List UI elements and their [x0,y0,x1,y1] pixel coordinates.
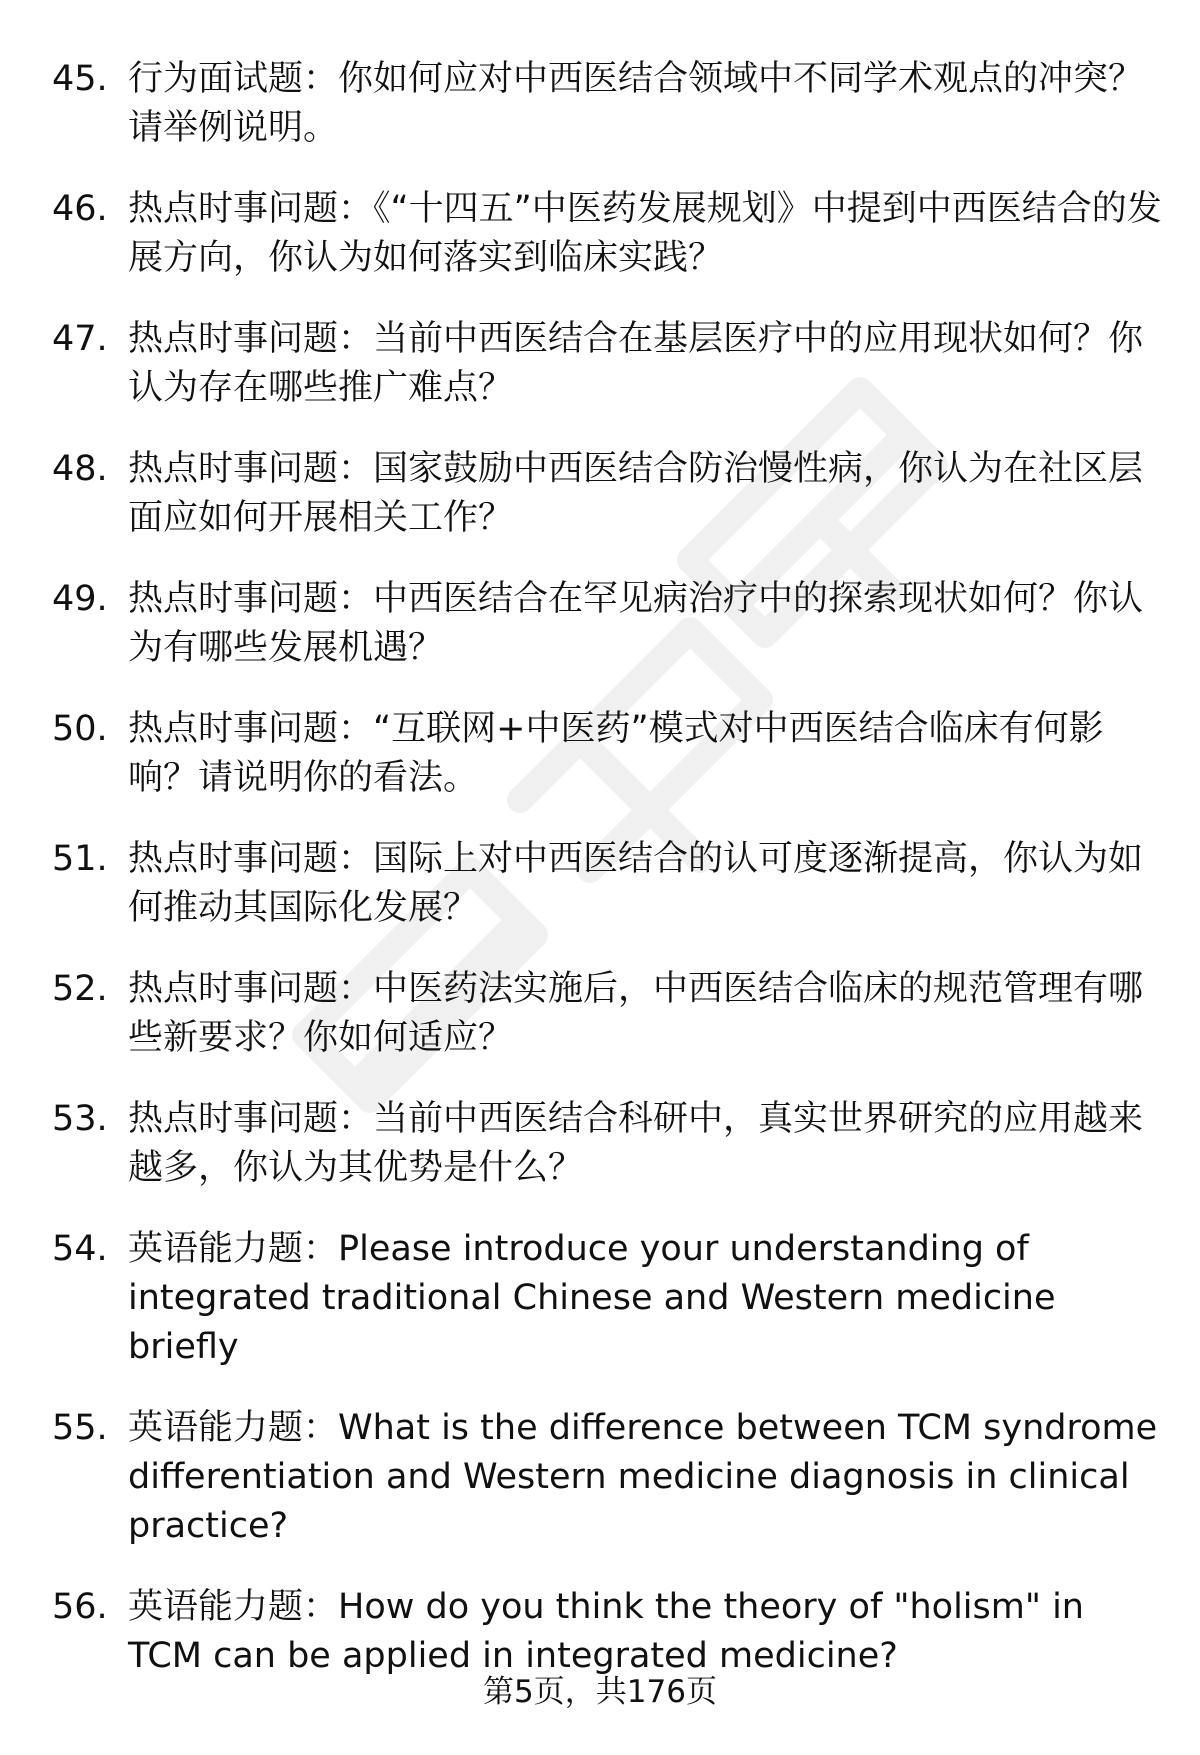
question-item-45 [52,55,1167,153]
question-list [52,55,1167,1713]
question-item-46 [52,185,1167,283]
question-item-49 [52,575,1167,673]
question-number: 56. [52,1587,108,1627]
question-item-53 [52,1095,1167,1193]
question-item-50 [52,705,1167,803]
question-text: 热点时事问题：中西医结合在罕见病治疗中的探索现状如何？你认为有哪些发展机遇？ [128,579,1144,668]
question-number: 54. [52,1229,108,1269]
page-footer [0,1672,1200,1712]
question-text: 热点时事问题：《“十四五”中医药发展规划》中提到中西医结合的发展方向，你认为如何落实到临床实践？ [128,189,1162,278]
question-number: 47. [52,319,108,359]
page-number-label: 第5页，共176页 [483,1674,717,1710]
question-number: 51. [52,839,108,879]
question-number: 49. [52,579,108,619]
question-item-54 [52,1225,1167,1372]
question-text: 英语能力题：How do you think the theory of "holism" in TCM can be applied in integrated medicine? [128,1587,1084,1676]
question-item-56 [52,1583,1167,1681]
question-number: 52. [52,969,108,1009]
question-item-47 [52,315,1167,413]
question-number: 45. [52,59,108,99]
question-text: 行为面试题：你如何应对中西医结合领域中不同学术观点的冲突？请举例说明。 [128,59,1144,148]
question-text: 热点时事问题：国际上对中西医结合的认可度逐渐提高，你认为如何推动其国际化发展？ [128,839,1144,928]
question-text: 热点时事问题：当前中西医结合在基层医疗中的应用现状如何？你认为存在哪些推广难点？ [128,319,1144,408]
question-text: 热点时事问题：当前中西医结合科研中，真实世界研究的应用越来越多，你认为其优势是什么？ [128,1099,1144,1188]
question-number: 55. [52,1408,108,1448]
question-item-48 [52,445,1167,543]
question-text: 热点时事问题：国家鼓励中西医结合防治慢性病，你认为在社区层面应如何开展相关工作？ [128,449,1144,538]
question-text: 热点时事问题：中医药法实施后，中西医结合临床的规范管理有哪些新要求？你如何适应？ [128,969,1144,1058]
question-item-52 [52,965,1167,1063]
question-number: 46. [52,189,108,229]
question-text: 英语能力题：What is the difference between TCM syndrome differentiation and Western medicine diagnosis in clinical practice? [128,1408,1158,1546]
question-number: 48. [52,449,108,489]
question-item-51 [52,835,1167,933]
question-text: 热点时事问题：“互联网+中医药”模式对中西医结合临床有何影响？请说明你的看法。 [128,709,1104,798]
question-text: 英语能力题：Please introduce your understanding of integrated traditional Chinese and Western medicine briefly [128,1229,1056,1367]
question-number: 53. [52,1099,108,1139]
question-number: 50. [52,709,108,749]
question-item-55 [52,1404,1167,1551]
